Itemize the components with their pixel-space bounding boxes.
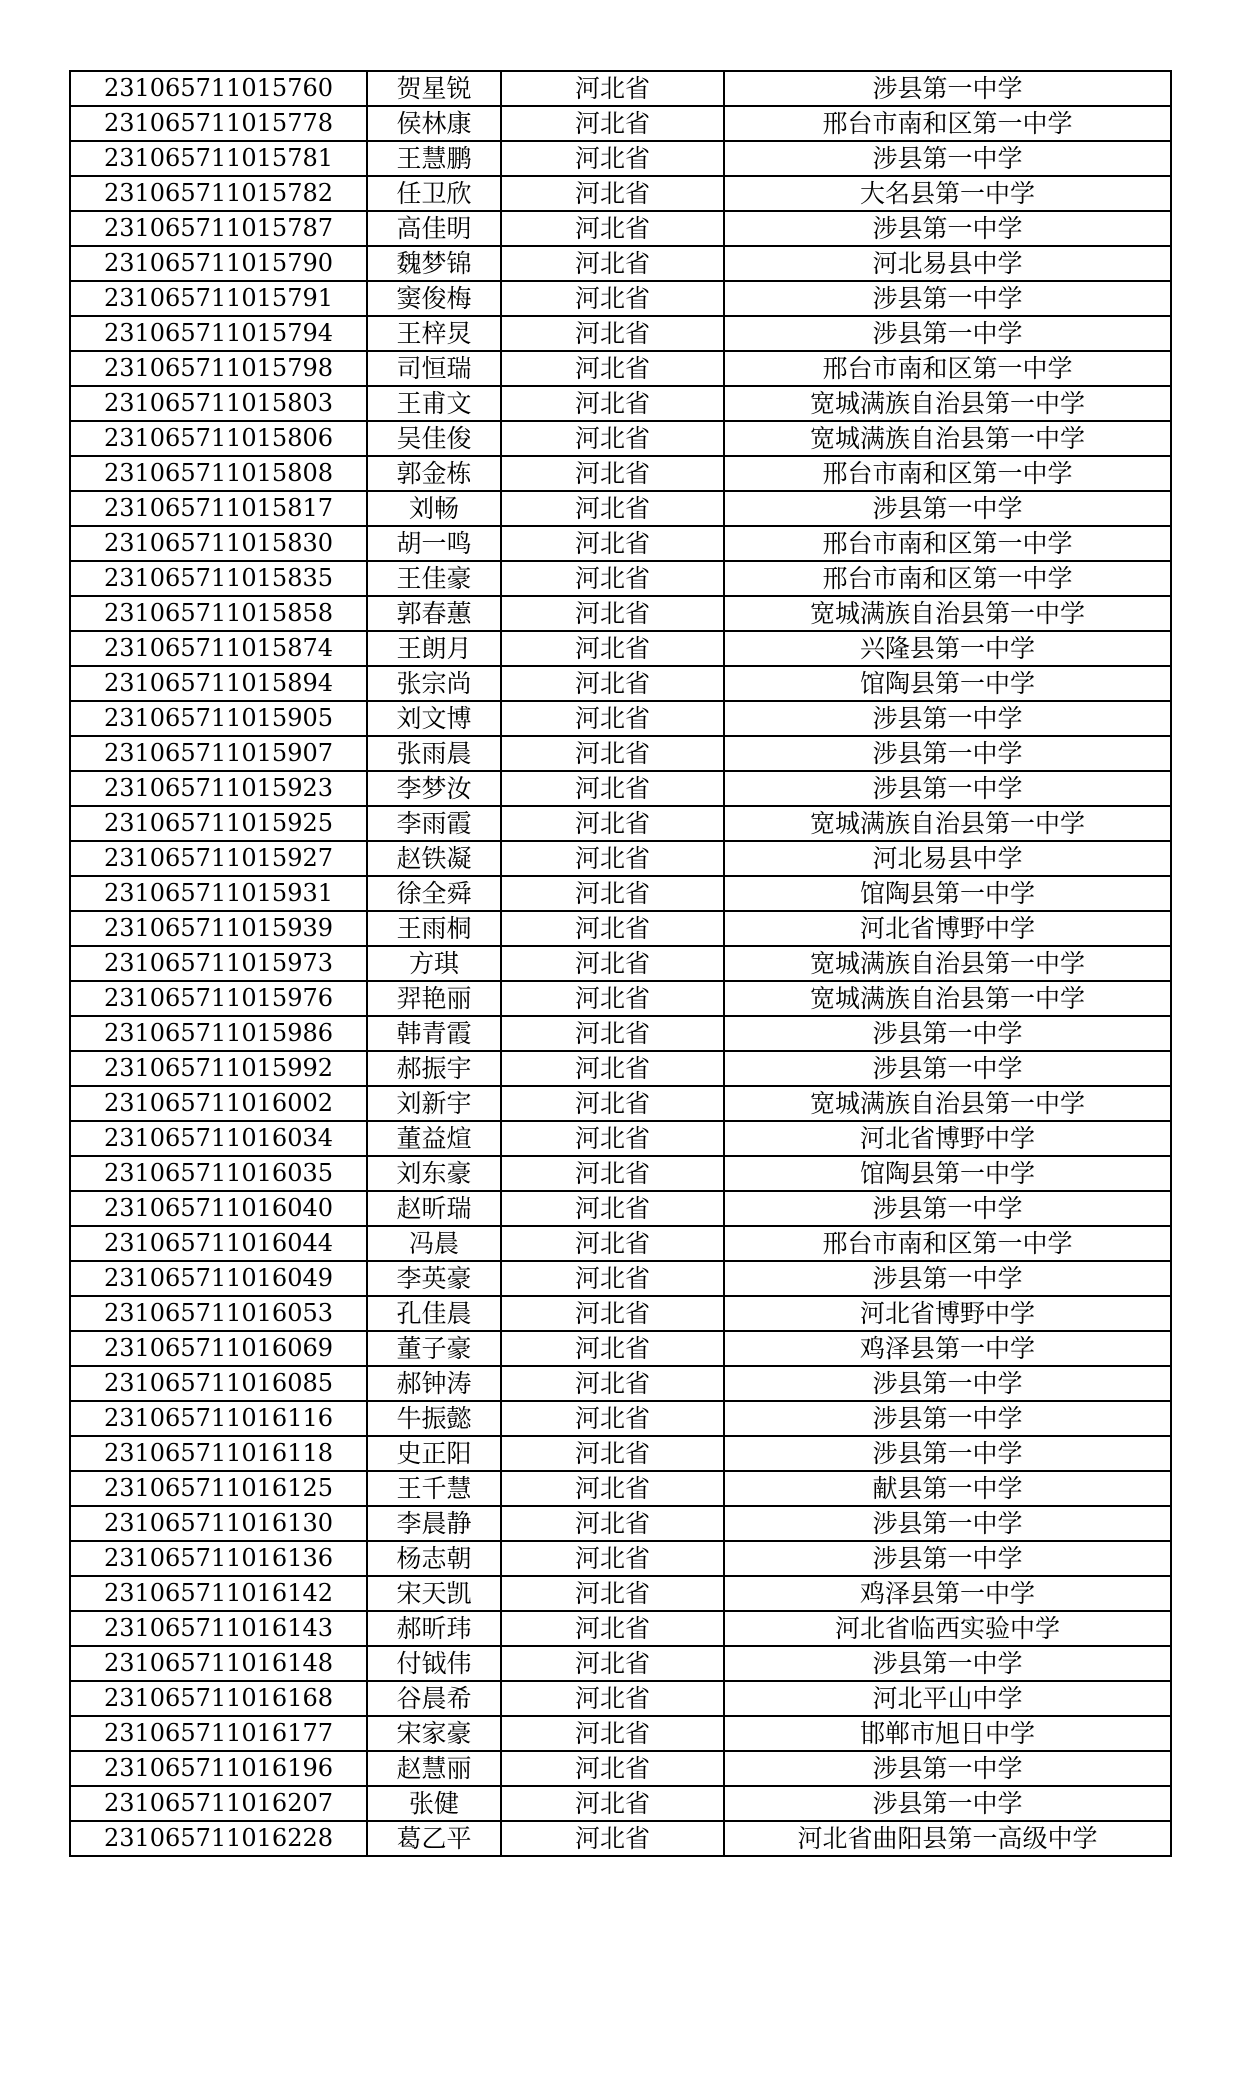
province-cell: 河北省 bbox=[501, 596, 724, 631]
student-name-cell: 谷晨希 bbox=[367, 1681, 501, 1716]
table-row bbox=[70, 1576, 1171, 1611]
province-cell: 河北省 bbox=[501, 1681, 724, 1716]
school-name-cell: 邢台市南和区第一中学 bbox=[724, 1226, 1171, 1261]
province-cell: 河北省 bbox=[501, 701, 724, 736]
candidate-id-cell: 231065711016168 bbox=[70, 1681, 367, 1716]
student-name-cell: 赵铁凝 bbox=[367, 841, 501, 876]
candidate-id-cell: 231065711016118 bbox=[70, 1436, 367, 1471]
table-row bbox=[70, 1506, 1171, 1541]
school-name-cell: 涉县第一中学 bbox=[724, 1401, 1171, 1436]
table-row bbox=[70, 561, 1171, 596]
student-name-cell: 王慧鹏 bbox=[367, 141, 501, 176]
school-name-cell: 宽城满族自治县第一中学 bbox=[724, 386, 1171, 421]
province-cell: 河北省 bbox=[501, 141, 724, 176]
table-row bbox=[70, 1646, 1171, 1681]
student-name-cell: 刘东豪 bbox=[367, 1156, 501, 1191]
student-name-cell: 贺星锐 bbox=[367, 71, 501, 106]
province-cell: 河北省 bbox=[501, 1191, 724, 1226]
province-cell: 河北省 bbox=[501, 876, 724, 911]
student-name-cell: 郝振宇 bbox=[367, 1051, 501, 1086]
candidate-id-cell: 231065711015803 bbox=[70, 386, 367, 421]
school-name-cell: 涉县第一中学 bbox=[724, 1506, 1171, 1541]
school-name-cell: 涉县第一中学 bbox=[724, 211, 1171, 246]
candidate-id-cell: 231065711016177 bbox=[70, 1716, 367, 1751]
province-cell: 河北省 bbox=[501, 1436, 724, 1471]
school-name-cell: 涉县第一中学 bbox=[724, 71, 1171, 106]
province-cell: 河北省 bbox=[501, 561, 724, 596]
province-cell: 河北省 bbox=[501, 246, 724, 281]
student-name-cell: 胡一鸣 bbox=[367, 526, 501, 561]
table-row bbox=[70, 316, 1171, 351]
student-name-cell: 窦俊梅 bbox=[367, 281, 501, 316]
table-row bbox=[70, 211, 1171, 246]
province-cell: 河北省 bbox=[501, 1051, 724, 1086]
province-cell: 河北省 bbox=[501, 211, 724, 246]
student-name-cell: 董益煊 bbox=[367, 1121, 501, 1156]
province-cell: 河北省 bbox=[501, 1086, 724, 1121]
student-name-cell: 李英豪 bbox=[367, 1261, 501, 1296]
candidate-id-cell: 231065711015798 bbox=[70, 351, 367, 386]
candidate-id-cell: 231065711016044 bbox=[70, 1226, 367, 1261]
school-name-cell: 兴隆县第一中学 bbox=[724, 631, 1171, 666]
province-cell: 河北省 bbox=[501, 1576, 724, 1611]
candidate-id-cell: 231065711015927 bbox=[70, 841, 367, 876]
table-row bbox=[70, 1156, 1171, 1191]
school-name-cell: 河北省曲阳县第一高级中学 bbox=[724, 1821, 1171, 1856]
table-row bbox=[70, 1786, 1171, 1821]
candidate-id-cell: 231065711016085 bbox=[70, 1366, 367, 1401]
school-name-cell: 馆陶县第一中学 bbox=[724, 1156, 1171, 1191]
province-cell: 河北省 bbox=[501, 176, 724, 211]
candidate-id-cell: 231065711016053 bbox=[70, 1296, 367, 1331]
province-cell: 河北省 bbox=[501, 736, 724, 771]
candidate-id-cell: 231065711016049 bbox=[70, 1261, 367, 1296]
candidate-id-cell: 231065711015787 bbox=[70, 211, 367, 246]
school-name-cell: 涉县第一中学 bbox=[724, 1016, 1171, 1051]
student-name-cell: 羿艳丽 bbox=[367, 981, 501, 1016]
candidate-id-cell: 231065711016069 bbox=[70, 1331, 367, 1366]
province-cell: 河北省 bbox=[501, 771, 724, 806]
table-row bbox=[70, 281, 1171, 316]
school-name-cell: 宽城满族自治县第一中学 bbox=[724, 1086, 1171, 1121]
province-cell: 河北省 bbox=[501, 1156, 724, 1191]
student-name-cell: 葛乙平 bbox=[367, 1821, 501, 1856]
school-name-cell: 馆陶县第一中学 bbox=[724, 666, 1171, 701]
table-row bbox=[70, 1191, 1171, 1226]
candidate-id-cell: 231065711015986 bbox=[70, 1016, 367, 1051]
school-name-cell: 河北省博野中学 bbox=[724, 911, 1171, 946]
student-name-cell: 司恒瑞 bbox=[367, 351, 501, 386]
table-row bbox=[70, 1821, 1171, 1856]
school-name-cell: 河北平山中学 bbox=[724, 1681, 1171, 1716]
school-name-cell: 涉县第一中学 bbox=[724, 1261, 1171, 1296]
province-cell: 河北省 bbox=[501, 1786, 724, 1821]
candidate-id-cell: 231065711015939 bbox=[70, 911, 367, 946]
roster-table bbox=[69, 70, 1172, 1857]
province-cell: 河北省 bbox=[501, 1016, 724, 1051]
student-name-cell: 付钺伟 bbox=[367, 1646, 501, 1681]
candidate-id-cell: 231065711016040 bbox=[70, 1191, 367, 1226]
table-row bbox=[70, 1366, 1171, 1401]
school-name-cell: 河北省临西实验中学 bbox=[724, 1611, 1171, 1646]
student-name-cell: 冯晨 bbox=[367, 1226, 501, 1261]
school-name-cell: 宽城满族自治县第一中学 bbox=[724, 806, 1171, 841]
student-name-cell: 徐全舜 bbox=[367, 876, 501, 911]
school-name-cell: 邢台市南和区第一中学 bbox=[724, 106, 1171, 141]
candidate-id-cell: 231065711015894 bbox=[70, 666, 367, 701]
school-name-cell: 涉县第一中学 bbox=[724, 701, 1171, 736]
table-row bbox=[70, 176, 1171, 211]
candidate-id-cell: 231065711015976 bbox=[70, 981, 367, 1016]
province-cell: 河北省 bbox=[501, 946, 724, 981]
province-cell: 河北省 bbox=[501, 911, 724, 946]
table-row bbox=[70, 841, 1171, 876]
table-row bbox=[70, 701, 1171, 736]
school-name-cell: 涉县第一中学 bbox=[724, 1646, 1171, 1681]
province-cell: 河北省 bbox=[501, 1471, 724, 1506]
province-cell: 河北省 bbox=[501, 316, 724, 351]
province-cell: 河北省 bbox=[501, 1331, 724, 1366]
school-name-cell: 涉县第一中学 bbox=[724, 1436, 1171, 1471]
table-row bbox=[70, 1226, 1171, 1261]
province-cell: 河北省 bbox=[501, 386, 724, 421]
student-name-cell: 郝钟涛 bbox=[367, 1366, 501, 1401]
school-name-cell: 鸡泽县第一中学 bbox=[724, 1331, 1171, 1366]
candidate-id-cell: 231065711015830 bbox=[70, 526, 367, 561]
school-name-cell: 涉县第一中学 bbox=[724, 1786, 1171, 1821]
school-name-cell: 邢台市南和区第一中学 bbox=[724, 561, 1171, 596]
candidate-id-cell: 231065711016116 bbox=[70, 1401, 367, 1436]
table-row bbox=[70, 1541, 1171, 1576]
table-row bbox=[70, 71, 1171, 106]
table-row bbox=[70, 141, 1171, 176]
school-name-cell: 大名县第一中学 bbox=[724, 176, 1171, 211]
candidate-id-cell: 231065711016002 bbox=[70, 1086, 367, 1121]
candidate-id-cell: 231065711015973 bbox=[70, 946, 367, 981]
student-name-cell: 李雨霞 bbox=[367, 806, 501, 841]
student-name-cell: 刘文博 bbox=[367, 701, 501, 736]
school-name-cell: 河北省博野中学 bbox=[724, 1296, 1171, 1331]
candidate-id-cell: 231065711015760 bbox=[70, 71, 367, 106]
table-row bbox=[70, 1261, 1171, 1296]
province-cell: 河北省 bbox=[501, 1401, 724, 1436]
candidate-id-cell: 231065711015874 bbox=[70, 631, 367, 666]
student-name-cell: 魏梦锦 bbox=[367, 246, 501, 281]
school-name-cell: 邢台市南和区第一中学 bbox=[724, 526, 1171, 561]
student-name-cell: 张健 bbox=[367, 1786, 501, 1821]
table-row bbox=[70, 1086, 1171, 1121]
student-name-cell: 高佳明 bbox=[367, 211, 501, 246]
table-row bbox=[70, 106, 1171, 141]
table-row bbox=[70, 386, 1171, 421]
school-name-cell: 涉县第一中学 bbox=[724, 141, 1171, 176]
student-name-cell: 张雨晨 bbox=[367, 736, 501, 771]
school-name-cell: 河北易县中学 bbox=[724, 246, 1171, 281]
table-row bbox=[70, 351, 1171, 386]
province-cell: 河北省 bbox=[501, 106, 724, 141]
candidate-id-cell: 231065711015925 bbox=[70, 806, 367, 841]
candidate-id-cell: 231065711015782 bbox=[70, 176, 367, 211]
candidate-id-cell: 231065711015806 bbox=[70, 421, 367, 456]
school-name-cell: 邢台市南和区第一中学 bbox=[724, 351, 1171, 386]
table-row bbox=[70, 911, 1171, 946]
student-name-cell: 张宗尚 bbox=[367, 666, 501, 701]
candidate-id-cell: 231065711015817 bbox=[70, 491, 367, 526]
province-cell: 河北省 bbox=[501, 71, 724, 106]
candidate-id-cell: 231065711015835 bbox=[70, 561, 367, 596]
school-name-cell: 涉县第一中学 bbox=[724, 1051, 1171, 1086]
province-cell: 河北省 bbox=[501, 631, 724, 666]
province-cell: 河北省 bbox=[501, 1121, 724, 1156]
school-name-cell: 涉县第一中学 bbox=[724, 736, 1171, 771]
candidate-id-cell: 231065711016125 bbox=[70, 1471, 367, 1506]
table-row bbox=[70, 946, 1171, 981]
school-name-cell: 涉县第一中学 bbox=[724, 1191, 1171, 1226]
student-name-cell: 刘新宇 bbox=[367, 1086, 501, 1121]
school-name-cell: 涉县第一中学 bbox=[724, 491, 1171, 526]
province-cell: 河北省 bbox=[501, 1261, 724, 1296]
school-name-cell: 涉县第一中学 bbox=[724, 1366, 1171, 1401]
student-name-cell: 李晨静 bbox=[367, 1506, 501, 1541]
province-cell: 河北省 bbox=[501, 281, 724, 316]
candidate-id-cell: 231065711016143 bbox=[70, 1611, 367, 1646]
school-name-cell: 宽城满族自治县第一中学 bbox=[724, 421, 1171, 456]
school-name-cell: 馆陶县第一中学 bbox=[724, 876, 1171, 911]
table-row bbox=[70, 736, 1171, 771]
table-row bbox=[70, 1681, 1171, 1716]
candidate-id-cell: 231065711015907 bbox=[70, 736, 367, 771]
school-name-cell: 涉县第一中学 bbox=[724, 281, 1171, 316]
candidate-id-cell: 231065711015992 bbox=[70, 1051, 367, 1086]
table-row bbox=[70, 666, 1171, 701]
table-row bbox=[70, 771, 1171, 806]
province-cell: 河北省 bbox=[501, 666, 724, 701]
candidate-id-cell: 231065711015808 bbox=[70, 456, 367, 491]
student-name-cell: 王朗月 bbox=[367, 631, 501, 666]
table-row bbox=[70, 1436, 1171, 1471]
table-row bbox=[70, 1751, 1171, 1786]
candidate-id-cell: 231065711016035 bbox=[70, 1156, 367, 1191]
table-row bbox=[70, 526, 1171, 561]
student-name-cell: 郝昕玮 bbox=[367, 1611, 501, 1646]
school-name-cell: 涉县第一中学 bbox=[724, 1751, 1171, 1786]
table-row bbox=[70, 456, 1171, 491]
province-cell: 河北省 bbox=[501, 421, 724, 456]
province-cell: 河北省 bbox=[501, 456, 724, 491]
table-row bbox=[70, 1296, 1171, 1331]
student-name-cell: 郭金栋 bbox=[367, 456, 501, 491]
candidate-id-cell: 231065711015931 bbox=[70, 876, 367, 911]
province-cell: 河北省 bbox=[501, 351, 724, 386]
student-name-cell: 宋家豪 bbox=[367, 1716, 501, 1751]
school-name-cell: 邢台市南和区第一中学 bbox=[724, 456, 1171, 491]
school-name-cell: 涉县第一中学 bbox=[724, 771, 1171, 806]
province-cell: 河北省 bbox=[501, 1821, 724, 1856]
school-name-cell: 邯郸市旭日中学 bbox=[724, 1716, 1171, 1751]
student-name-cell: 韩青霞 bbox=[367, 1016, 501, 1051]
student-name-cell: 王梓炅 bbox=[367, 316, 501, 351]
table-row bbox=[70, 491, 1171, 526]
province-cell: 河北省 bbox=[501, 1226, 724, 1261]
student-name-cell: 史正阳 bbox=[367, 1436, 501, 1471]
table-row bbox=[70, 1716, 1171, 1751]
table-row bbox=[70, 596, 1171, 631]
candidate-id-cell: 231065711016228 bbox=[70, 1821, 367, 1856]
student-name-cell: 杨志朝 bbox=[367, 1541, 501, 1576]
table-row bbox=[70, 246, 1171, 281]
student-name-cell: 孔佳晨 bbox=[367, 1296, 501, 1331]
student-name-cell: 刘畅 bbox=[367, 491, 501, 526]
province-cell: 河北省 bbox=[501, 841, 724, 876]
province-cell: 河北省 bbox=[501, 1751, 724, 1786]
province-cell: 河北省 bbox=[501, 1541, 724, 1576]
table-row bbox=[70, 1051, 1171, 1086]
school-name-cell: 涉县第一中学 bbox=[724, 1541, 1171, 1576]
province-cell: 河北省 bbox=[501, 1716, 724, 1751]
table-row bbox=[70, 1121, 1171, 1156]
student-name-cell: 宋天凯 bbox=[367, 1576, 501, 1611]
student-name-cell: 王雨桐 bbox=[367, 911, 501, 946]
table-row bbox=[70, 1016, 1171, 1051]
candidate-id-cell: 231065711016196 bbox=[70, 1751, 367, 1786]
school-name-cell: 涉县第一中学 bbox=[724, 316, 1171, 351]
province-cell: 河北省 bbox=[501, 491, 724, 526]
candidate-id-cell: 231065711015905 bbox=[70, 701, 367, 736]
candidate-id-cell: 231065711015778 bbox=[70, 106, 367, 141]
table-row bbox=[70, 876, 1171, 911]
table-row bbox=[70, 1471, 1171, 1506]
table-row bbox=[70, 806, 1171, 841]
candidate-id-cell: 231065711015794 bbox=[70, 316, 367, 351]
school-name-cell: 宽城满族自治县第一中学 bbox=[724, 946, 1171, 981]
table-row bbox=[70, 981, 1171, 1016]
roster-table-body bbox=[70, 71, 1171, 1856]
province-cell: 河北省 bbox=[501, 1506, 724, 1541]
province-cell: 河北省 bbox=[501, 1296, 724, 1331]
province-cell: 河北省 bbox=[501, 981, 724, 1016]
student-name-cell: 任卫欣 bbox=[367, 176, 501, 211]
candidate-id-cell: 231065711016142 bbox=[70, 1576, 367, 1611]
candidate-id-cell: 231065711015923 bbox=[70, 771, 367, 806]
candidate-id-cell: 231065711015781 bbox=[70, 141, 367, 176]
student-name-cell: 李梦汝 bbox=[367, 771, 501, 806]
school-name-cell: 鸡泽县第一中学 bbox=[724, 1576, 1171, 1611]
school-name-cell: 宽城满族自治县第一中学 bbox=[724, 596, 1171, 631]
candidate-id-cell: 231065711015858 bbox=[70, 596, 367, 631]
candidate-id-cell: 231065711016148 bbox=[70, 1646, 367, 1681]
student-name-cell: 牛振懿 bbox=[367, 1401, 501, 1436]
candidate-id-cell: 231065711016207 bbox=[70, 1786, 367, 1821]
school-name-cell: 河北省博野中学 bbox=[724, 1121, 1171, 1156]
student-name-cell: 赵昕瑞 bbox=[367, 1191, 501, 1226]
student-name-cell: 侯林康 bbox=[367, 106, 501, 141]
table-row bbox=[70, 421, 1171, 456]
student-name-cell: 吴佳俊 bbox=[367, 421, 501, 456]
table-row bbox=[70, 1401, 1171, 1436]
table-row bbox=[70, 1611, 1171, 1646]
student-name-cell: 方琪 bbox=[367, 946, 501, 981]
candidate-id-cell: 231065711016136 bbox=[70, 1541, 367, 1576]
table-row bbox=[70, 631, 1171, 666]
province-cell: 河北省 bbox=[501, 806, 724, 841]
school-name-cell: 河北易县中学 bbox=[724, 841, 1171, 876]
student-name-cell: 赵慧丽 bbox=[367, 1751, 501, 1786]
candidate-id-cell: 231065711015791 bbox=[70, 281, 367, 316]
school-name-cell: 宽城满族自治县第一中学 bbox=[724, 981, 1171, 1016]
table-row bbox=[70, 1331, 1171, 1366]
province-cell: 河北省 bbox=[501, 1366, 724, 1401]
school-name-cell: 献县第一中学 bbox=[724, 1471, 1171, 1506]
province-cell: 河北省 bbox=[501, 526, 724, 561]
candidate-id-cell: 231065711015790 bbox=[70, 246, 367, 281]
province-cell: 河北省 bbox=[501, 1646, 724, 1681]
student-name-cell: 王甫文 bbox=[367, 386, 501, 421]
candidate-id-cell: 231065711016034 bbox=[70, 1121, 367, 1156]
student-name-cell: 郭春蕙 bbox=[367, 596, 501, 631]
candidate-id-cell: 231065711016130 bbox=[70, 1506, 367, 1541]
student-name-cell: 王千慧 bbox=[367, 1471, 501, 1506]
province-cell: 河北省 bbox=[501, 1611, 724, 1646]
student-name-cell: 王佳豪 bbox=[367, 561, 501, 596]
student-name-cell: 董子豪 bbox=[367, 1331, 501, 1366]
